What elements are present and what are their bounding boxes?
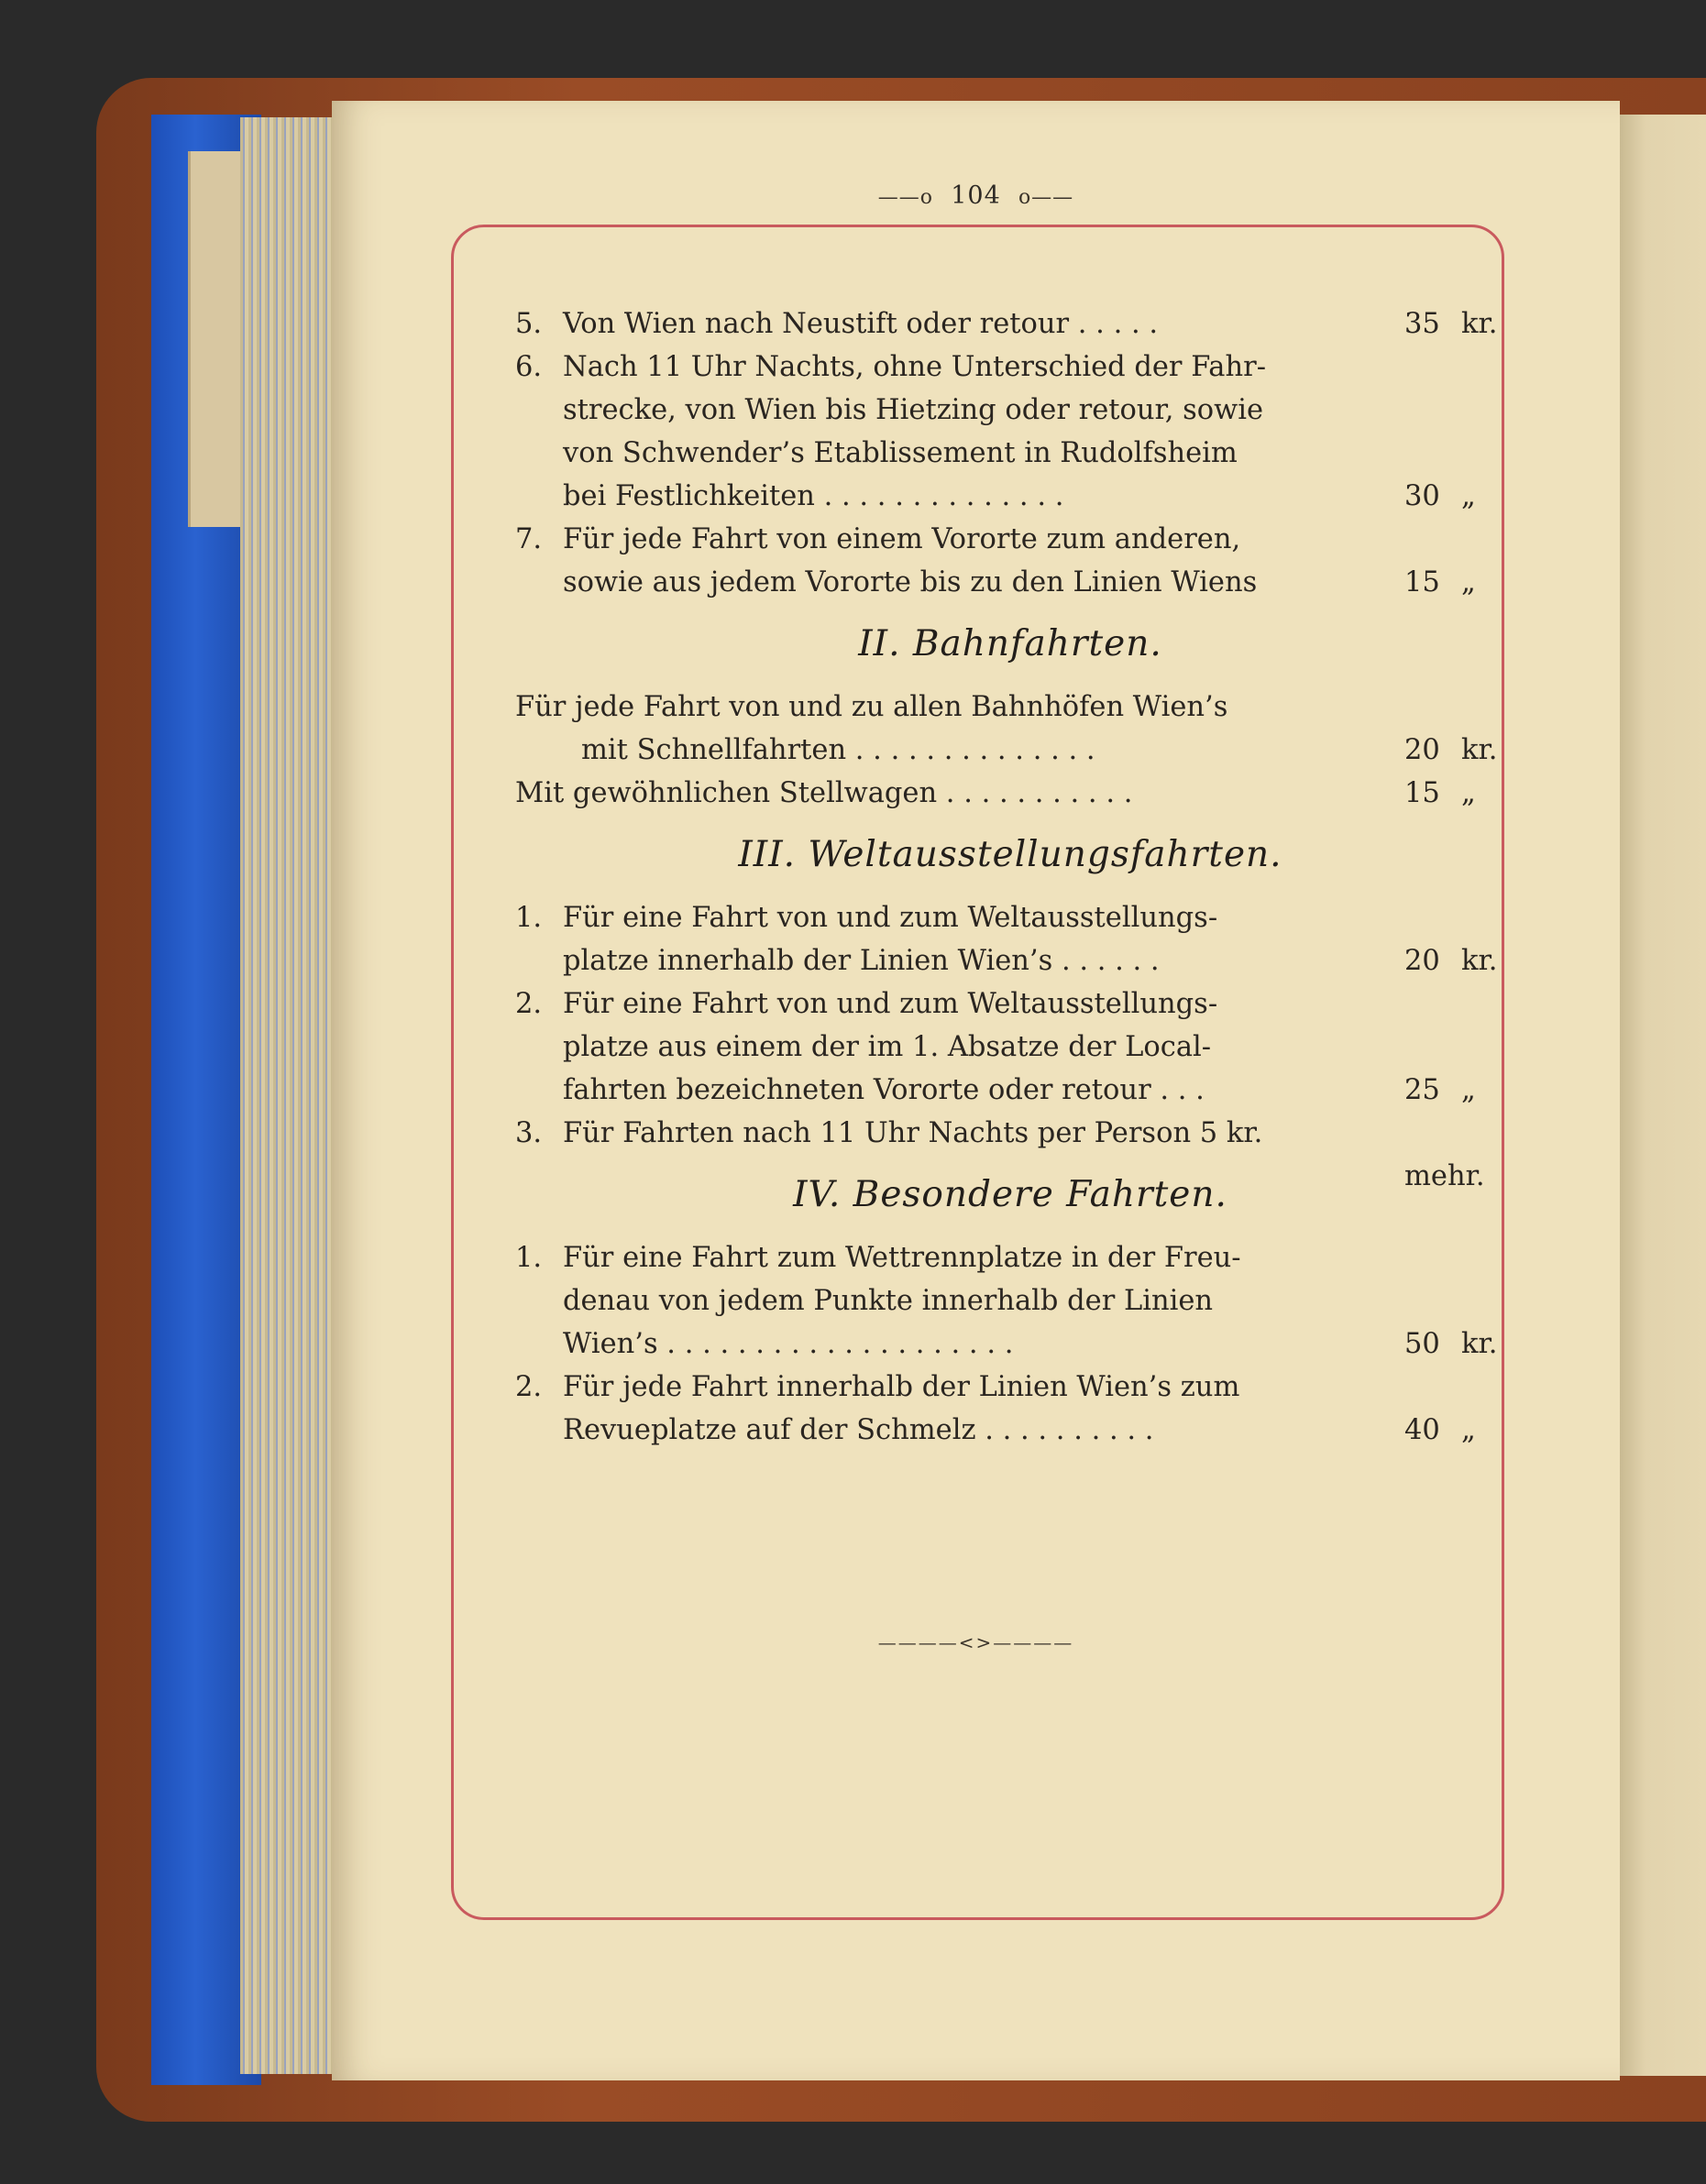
price-amount: 35 bbox=[1404, 308, 1440, 340]
head-ornament-left: ——o bbox=[877, 186, 934, 209]
entry-line: sowie aus jedem Vororte bis zu den Linien Wiens bbox=[563, 566, 1258, 598]
price-unit: „ bbox=[1461, 1074, 1476, 1106]
price-amount: 15 bbox=[1404, 566, 1440, 598]
price bbox=[1404, 561, 1505, 604]
entry-line: Für eine Fahrt von und zum Weltausstellungs- bbox=[563, 902, 1218, 934]
spine-label bbox=[188, 151, 248, 527]
entry-line: Für Fahrten nach 11 Uhr Nachts per Person 5 kr. bbox=[563, 1117, 1263, 1149]
page-number: 104 bbox=[951, 181, 1001, 210]
price bbox=[1404, 1069, 1505, 1112]
price-amount: 30 bbox=[1404, 480, 1440, 512]
price bbox=[1404, 1112, 1505, 1198]
running-head bbox=[332, 181, 1620, 210]
entry-number: 6. bbox=[515, 351, 543, 383]
entry-line: Für jede Fahrt innerhalb der Linien Wien’s zum bbox=[563, 1371, 1240, 1403]
price bbox=[1404, 302, 1505, 346]
price bbox=[1404, 475, 1505, 518]
entry-line: Von Wien nach Neustift oder retour . . . . . bbox=[563, 308, 1159, 340]
price-unit: „ bbox=[1461, 777, 1476, 809]
fare-line-text: mit Schnellfahrten . . . . . . . . . . . . . . bbox=[581, 734, 1095, 766]
price-amount: 20 bbox=[1404, 734, 1440, 766]
book-page bbox=[332, 101, 1620, 2080]
entry-line: Nach 11 Uhr Nachts, ohne Unterschied der Fahr- bbox=[563, 351, 1266, 383]
price-unit: „ bbox=[1461, 1414, 1476, 1446]
fare-entry bbox=[515, 1112, 1505, 1192]
fare-line bbox=[515, 686, 1505, 729]
price-amount: 25 bbox=[1404, 1074, 1440, 1106]
head-ornament-right: o—— bbox=[1018, 186, 1074, 209]
price bbox=[1404, 939, 1505, 982]
price-amount: 15 bbox=[1404, 777, 1440, 809]
entry-line: Revueplatze auf der Schmelz . . . . . . . . . . bbox=[563, 1414, 1154, 1446]
fare-line-text: Mit gewöhnlichen Stellwagen . . . . . . . . . . . bbox=[515, 777, 1133, 809]
entry-number: 1. bbox=[515, 902, 543, 934]
entry-line: platze innerhalb der Linien Wien’s . . . . . . bbox=[563, 945, 1160, 977]
fare-entry bbox=[515, 346, 1505, 518]
end-ornament: ————<>———— bbox=[877, 1631, 1074, 1653]
price-unit: kr. bbox=[1461, 1328, 1498, 1360]
entry-line: platze aus einem der im 1. Absatze der Local- bbox=[563, 1031, 1212, 1063]
entry-number: 3. bbox=[515, 1117, 543, 1149]
price-unit: kr. bbox=[1461, 734, 1498, 766]
fare-entry bbox=[515, 982, 1505, 1112]
page-stack-edge bbox=[240, 117, 332, 2074]
facing-page-edge bbox=[1620, 115, 1706, 2076]
price bbox=[1404, 729, 1505, 772]
fare-table bbox=[515, 302, 1505, 1452]
entry-number: 7. bbox=[515, 523, 543, 555]
section-title-besondere: IV. Besondere Fahrten. bbox=[793, 1174, 1227, 1215]
price-amount: 40 bbox=[1404, 1414, 1440, 1446]
entry-line: bei Festlichkeiten . . . . . . . . . . . . . . bbox=[563, 480, 1064, 512]
fare-line bbox=[515, 729, 1505, 772]
price-amount: 50 bbox=[1404, 1328, 1440, 1360]
price bbox=[1404, 1409, 1505, 1452]
fare-line bbox=[515, 772, 1505, 815]
fare-entry bbox=[515, 518, 1505, 604]
section-title-bahnfahrten: II. Bahnfahrten. bbox=[858, 623, 1162, 664]
price-unit: „ bbox=[1461, 480, 1476, 512]
entry-line: Für eine Fahrt von und zum Weltausstellungs- bbox=[563, 988, 1218, 1020]
section-title-weltausstellung: III. Weltausstellungsfahrten. bbox=[738, 834, 1282, 875]
entry-line: von Schwender’s Etablissement in Rudolfsheim bbox=[563, 437, 1238, 469]
entry-number: 5. bbox=[515, 308, 543, 340]
price-unit: mehr. bbox=[1404, 1160, 1485, 1192]
entry-line: Wien’s . . . . . . . . . . . . . . . . . . . . bbox=[563, 1328, 1014, 1360]
price-amount: 20 bbox=[1404, 945, 1440, 977]
price bbox=[1404, 1322, 1505, 1366]
price-unit: kr. bbox=[1461, 945, 1498, 977]
price-unit: „ bbox=[1461, 566, 1476, 598]
price bbox=[1404, 772, 1505, 815]
entry-line: fahrten bezeichneten Vororte oder retour . . . bbox=[563, 1074, 1205, 1106]
entry-line: denau von jedem Punkte innerhalb der Linien bbox=[563, 1285, 1214, 1317]
fare-entry bbox=[515, 302, 1505, 346]
entry-line: strecke, von Wien bis Hietzing oder retour, sowie bbox=[563, 394, 1264, 426]
entry-line: Für jede Fahrt von einem Vororte zum anderen, bbox=[563, 523, 1241, 555]
entry-number: 2. bbox=[515, 988, 543, 1020]
fare-line-text: Für jede Fahrt von und zu allen Bahnhöfen Wien’s bbox=[515, 691, 1228, 723]
fare-entry bbox=[515, 1236, 1505, 1366]
entry-number: 2. bbox=[515, 1371, 543, 1403]
entry-number: 1. bbox=[515, 1242, 543, 1274]
entry-line: Für eine Fahrt zum Wettrennplatze in der Freu- bbox=[563, 1242, 1241, 1274]
price-unit: kr. bbox=[1461, 308, 1498, 340]
fare-entry bbox=[515, 896, 1505, 982]
fare-entry bbox=[515, 1366, 1505, 1452]
